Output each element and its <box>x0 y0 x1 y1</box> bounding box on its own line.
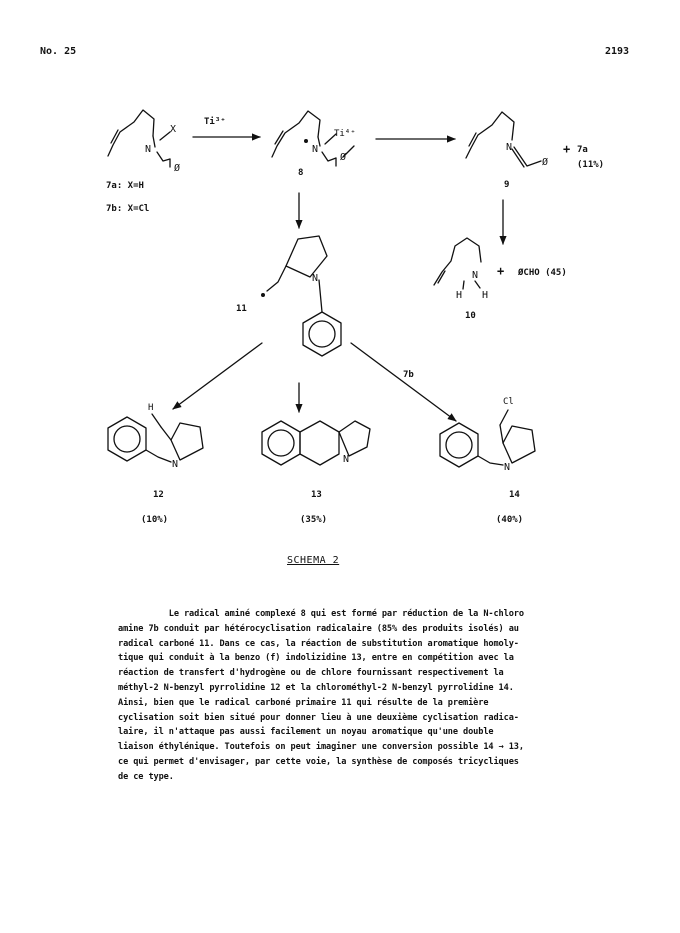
plus-sign-7a: + <box>563 142 571 156</box>
paragraph-line: laire, il n'attaque pas aussi facilement un noyau aromatique qu'une double <box>118 727 494 738</box>
plus-sign-phicho: + <box>497 264 505 278</box>
paragraph-line: méthyl-2 N-benzyl pyrrolidine 12 et la chlorométhyl-2 N-benzyl pyrrolidine 14. <box>118 682 514 693</box>
page-header-journal: No. 25 <box>40 46 77 57</box>
compound-10-h1: H <box>456 290 463 301</box>
compound-10-n: N <box>472 270 479 281</box>
compound-12-structure <box>108 403 203 470</box>
compound-8-ti4: Ti⁴⁺ <box>334 129 356 139</box>
compound-13-n: N <box>343 454 350 465</box>
yield-13: (35%) <box>300 515 328 525</box>
label-10: 10 <box>465 311 476 321</box>
compound-7-phenyl: Ø <box>174 163 181 174</box>
compound-8-structure <box>272 111 356 166</box>
compound-10-h2: H <box>482 290 489 301</box>
label-9: 9 <box>504 180 510 190</box>
compound-12-h: H <box>148 403 154 413</box>
label-14: 14 <box>509 490 520 500</box>
yield-12: (10%) <box>141 515 169 525</box>
compound-7-n: N <box>145 144 152 155</box>
paragraph-line: cyclisation soit bien situé pour donner lieu à une deuxième cyclisation radica- <box>118 712 519 723</box>
compound-14-structure <box>440 397 535 473</box>
yield-14: (40%) <box>496 515 524 525</box>
product-7a: 7a <box>577 145 588 155</box>
yield-7a: (11%) <box>577 160 605 170</box>
compound-10-structure <box>434 238 488 301</box>
label-12: 12 <box>153 490 164 500</box>
paragraph-line: ce qui permet d'envisager, par cette voie, la synthèse de composés tricycliques <box>118 756 519 767</box>
paragraph-line: réaction de transfert d'hydrogène ou de chlore fournissant respectivement la <box>118 668 504 679</box>
paragraph-line: radical carboné 11. Dans ce cas, la réaction de substitution aromatique homoly- <box>118 638 519 649</box>
arrow-11-to-14 <box>351 343 456 421</box>
paragraph-line: amine 7b conduit par hétérocyclisation radicalaire (85% des produits isolés) au <box>118 623 519 634</box>
body-paragraph <box>118 607 618 785</box>
label-8: 8 <box>298 168 304 178</box>
paragraph-line: tique qui conduit à la benzo (f) indolizidine 13, entre en compétition avec la <box>118 653 514 664</box>
reagent-ti3: Ti³⁺ <box>204 117 226 127</box>
compound-7-x: X <box>170 124 177 135</box>
label-13: 13 <box>311 490 322 500</box>
paragraph-line: liaison éthylénique. Toutefois on peut imaginer une conversion possible 14 → 13, <box>118 742 524 753</box>
compound-9-phenyl: Ø <box>542 157 549 168</box>
compound-11-n: N <box>312 273 319 284</box>
compound-13-structure <box>262 421 370 465</box>
label-7a: 7a: X=H <box>106 181 144 191</box>
page-number: 2193 <box>605 46 630 57</box>
compound-8-n: N <box>312 144 319 155</box>
label-11: 11 <box>236 304 247 314</box>
paragraph-line: Le radical aminé complexé 8 qui est formé par réduction de la N-chloro <box>118 609 524 619</box>
compound-14-cl: Cl <box>503 397 514 407</box>
compound-7-structure <box>108 110 180 174</box>
compound-11-structure <box>261 236 341 356</box>
compound-14-n: N <box>504 462 511 473</box>
arrow-label-7b: 7b <box>403 370 414 380</box>
compound-8-phenyl: Ø <box>340 152 347 163</box>
label-7b: 7b: X=Cl <box>106 204 150 214</box>
compound-9-structure <box>466 112 548 168</box>
paragraph-line: de ce type. <box>118 771 174 782</box>
compound-12-n: N <box>172 459 179 470</box>
compound-9-n: N <box>506 142 513 153</box>
scheme-title: SCHEMA 2 <box>287 555 340 566</box>
product-benzaldehyde: ØCHO (45) <box>518 268 567 278</box>
paragraph-line: Ainsi, bien que le radical carboné primaire 11 qui résulte de la première <box>118 697 489 708</box>
arrow-11-to-12 <box>173 343 262 409</box>
